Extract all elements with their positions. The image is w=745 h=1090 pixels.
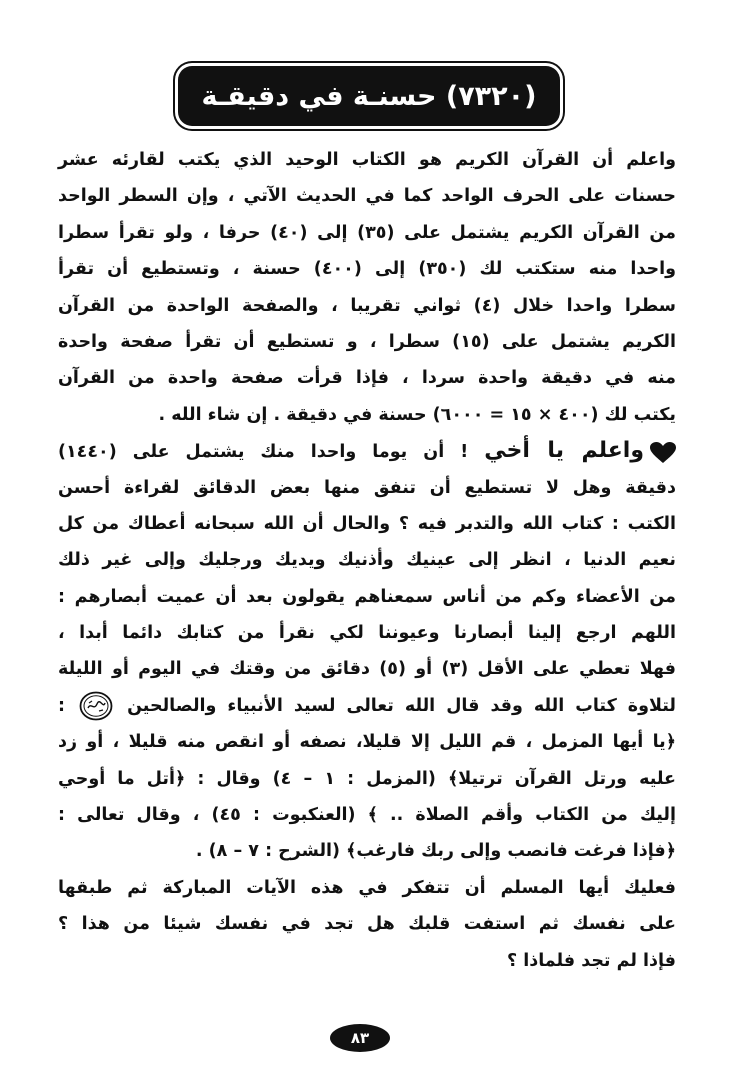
text-line-5: سطرا واحدا خلال (٤) ثواني تقريبا ، والصفحة الواحدة من القرآن [58,295,676,316]
text-line-16-main: لتلاوة كتاب الله وقد قال الله تعالى لسيد الأنبياء والصالحين [127,695,676,716]
heart-icon [650,441,676,463]
title-banner [178,66,560,126]
body-text [58,142,676,979]
text-line-9-rest: ! أن يوما واحدا منك يشتمل على (١٤٤٠) [58,442,469,463]
text-line-18: عليه ورتل القرآن ترتيلا﴾ (المزمل : ١ – ٤) وقال : ﴿أتل ما أوحي [58,768,676,789]
text-line-16 [58,688,676,724]
text-line-23: فإذا لم تجد فلماذا ؟ [506,950,676,971]
salawat-seal-icon [79,691,113,721]
text-line-21: فعليك أيها المسلم أن تتفكر في هذه الآيات المباركة ثم طبقها [58,877,676,898]
text-line-1: واعلم أن القرآن الكريم هو الكتاب الوحيد الذي يكتب لقارئه عشر [58,150,676,170]
text-line-15: فهلا تعطي على الأقل (٣) أو (٥) دقائق من وقتك في اليوم أو الليلة [58,659,676,680]
text-line-10: دقيقة وهل لا تستطيع أن تنفق منها بعض الدقائق لقراءة أحسن [58,477,676,498]
text-line-7: منه في دقيقة واحدة سردا ، فإذا قرأت صفحة واحدة من القرآن [58,368,676,389]
text-line-4: واحدا منه ستكتب لك (٣٥٠) إلى (٤٠٠) حسنة ، وتستطيع أن تقرأ [58,259,676,280]
text-line-14: اللهم ارجع إلينا أبصارنا وعيوننا لكي نقرأ من كتابك دائما أبدا ، [58,623,676,644]
text-line-2: حسنات على الحرف الواحد كما في الحديث الآتي ، وإن السطر الواحد [58,186,676,207]
text-line-19: إليك من الكتاب وأقم الصلاة .. ﴾ (العنكبوت : ٤٥) ، وقال تعالى : [58,805,676,826]
page-number: ٨٣ [350,1029,370,1047]
text-line-17: ﴿يا أيها المزمل ، قم الليل إلا قليلا، نصفه أو انقص منه قليلا ، أو زد [58,732,676,753]
text-line-3: من القرآن الكريم يشتمل على (٣٥) إلى (٤٠) حرفا ، ولو تقرأ سطرا [58,222,676,243]
text-line-22: على نفسك ثم استفت قلبك هل تجد في نفسك شيئا من هذا ؟ [58,914,676,935]
page-title: (٧٣٢٠) حسنـة في دقيقـة [201,80,537,112]
text-line-12: نعيم الدنيا ، انظر إلى عينيك وأذنيك ويديك ورجليك وإلى غير ذلك [58,550,676,571]
text-line-11: الكتب : كتاب الله والتدبر فيه ؟ والحال أن الله سبحانه أعطاك من كل [58,513,676,534]
text-line-20: ﴿فإذا فرغت فانصب وإلى ربك فارغب﴾ (الشرح : ٧ – ٨) . [195,841,676,862]
text-line-13: من الأعضاء وكم من أناس سمعناهم يقولون بعد أن عميت أبصارهم : [58,586,676,607]
page-number-badge [330,1024,390,1052]
text-line-16-end: : [58,695,65,716]
text-line-6: الكريم يشتمل على (١٥) سطرا ، و تستطيع أن تقرأ صفحة واحدة [58,331,676,352]
text-line-8: يكتب لك (٤٠٠ × ١٥ = ٦٠٠٠) حسنة في دقيقة . إن شاء الله . [158,404,676,425]
text-line-9 [58,433,676,469]
emphasis-label: واعلم يا أخي [484,438,644,464]
